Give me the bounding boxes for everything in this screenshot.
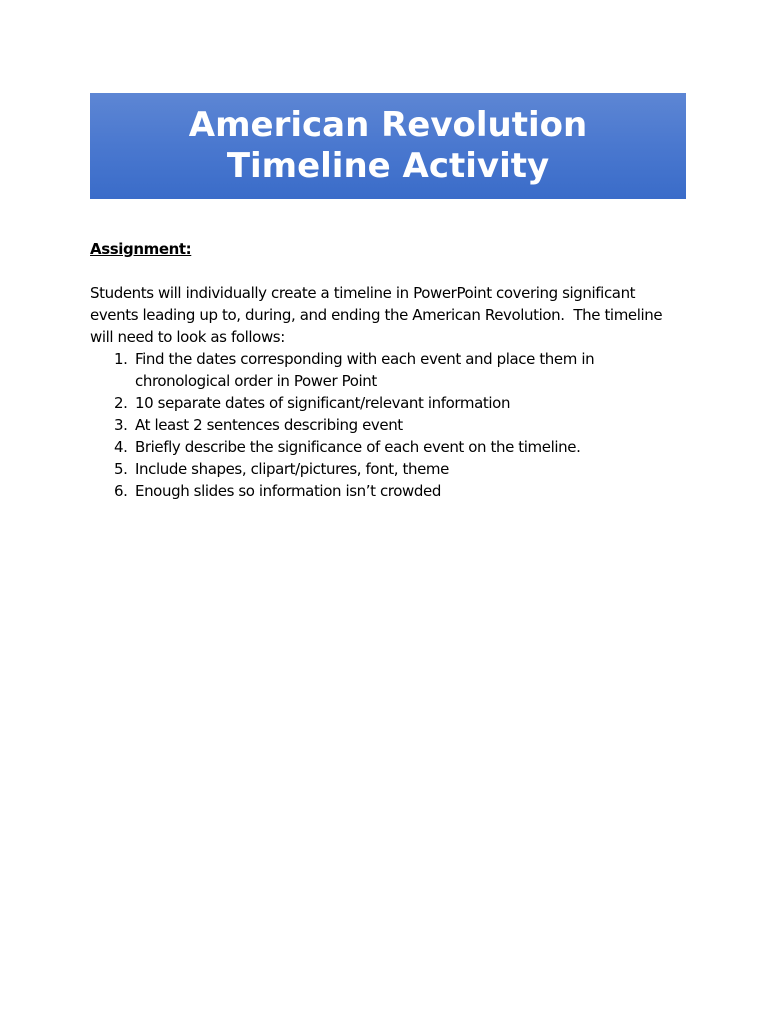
title-line-1: American Revolution [188,105,588,145]
list-item-number: 5. [114,460,128,478]
list-item-text: 10 separate dates of significant/relevant information [135,394,511,412]
list-item-text: Find the dates corresponding with each event and place them in chronological order in Power Point [135,350,595,390]
list-item [90,436,690,458]
list-item [90,458,690,480]
list-item-number: 6. [114,482,128,500]
blank-line [90,260,690,282]
list-item-text: Include shapes, clipart/pictures, font, theme [135,460,449,478]
list-item-number: 4. [114,438,128,456]
list-item-number: 1. [114,350,128,368]
list-item [90,414,690,436]
assignment-heading: Assignment: [90,240,192,258]
assignment-section [90,238,690,502]
list-item [90,480,690,502]
assignment-intro: Students will individually create a timeline in PowerPoint covering significant events leading up to, during, and ending the American Revolution. The timeline will need to look as follows: [90,284,667,346]
list-item [90,392,690,414]
title-line-2: Timeline Activity [226,146,550,186]
list-item-number: 2. [114,394,128,412]
title-banner [90,93,686,199]
list-item [90,348,690,392]
steps-list [90,348,690,502]
list-item-number: 3. [114,416,128,434]
list-item-text: At least 2 sentences describing event [135,416,403,434]
list-item-text: Enough slides so information isn’t crowded [135,482,441,500]
list-item-text: Briefly describe the significance of each event on the timeline. [135,438,581,456]
